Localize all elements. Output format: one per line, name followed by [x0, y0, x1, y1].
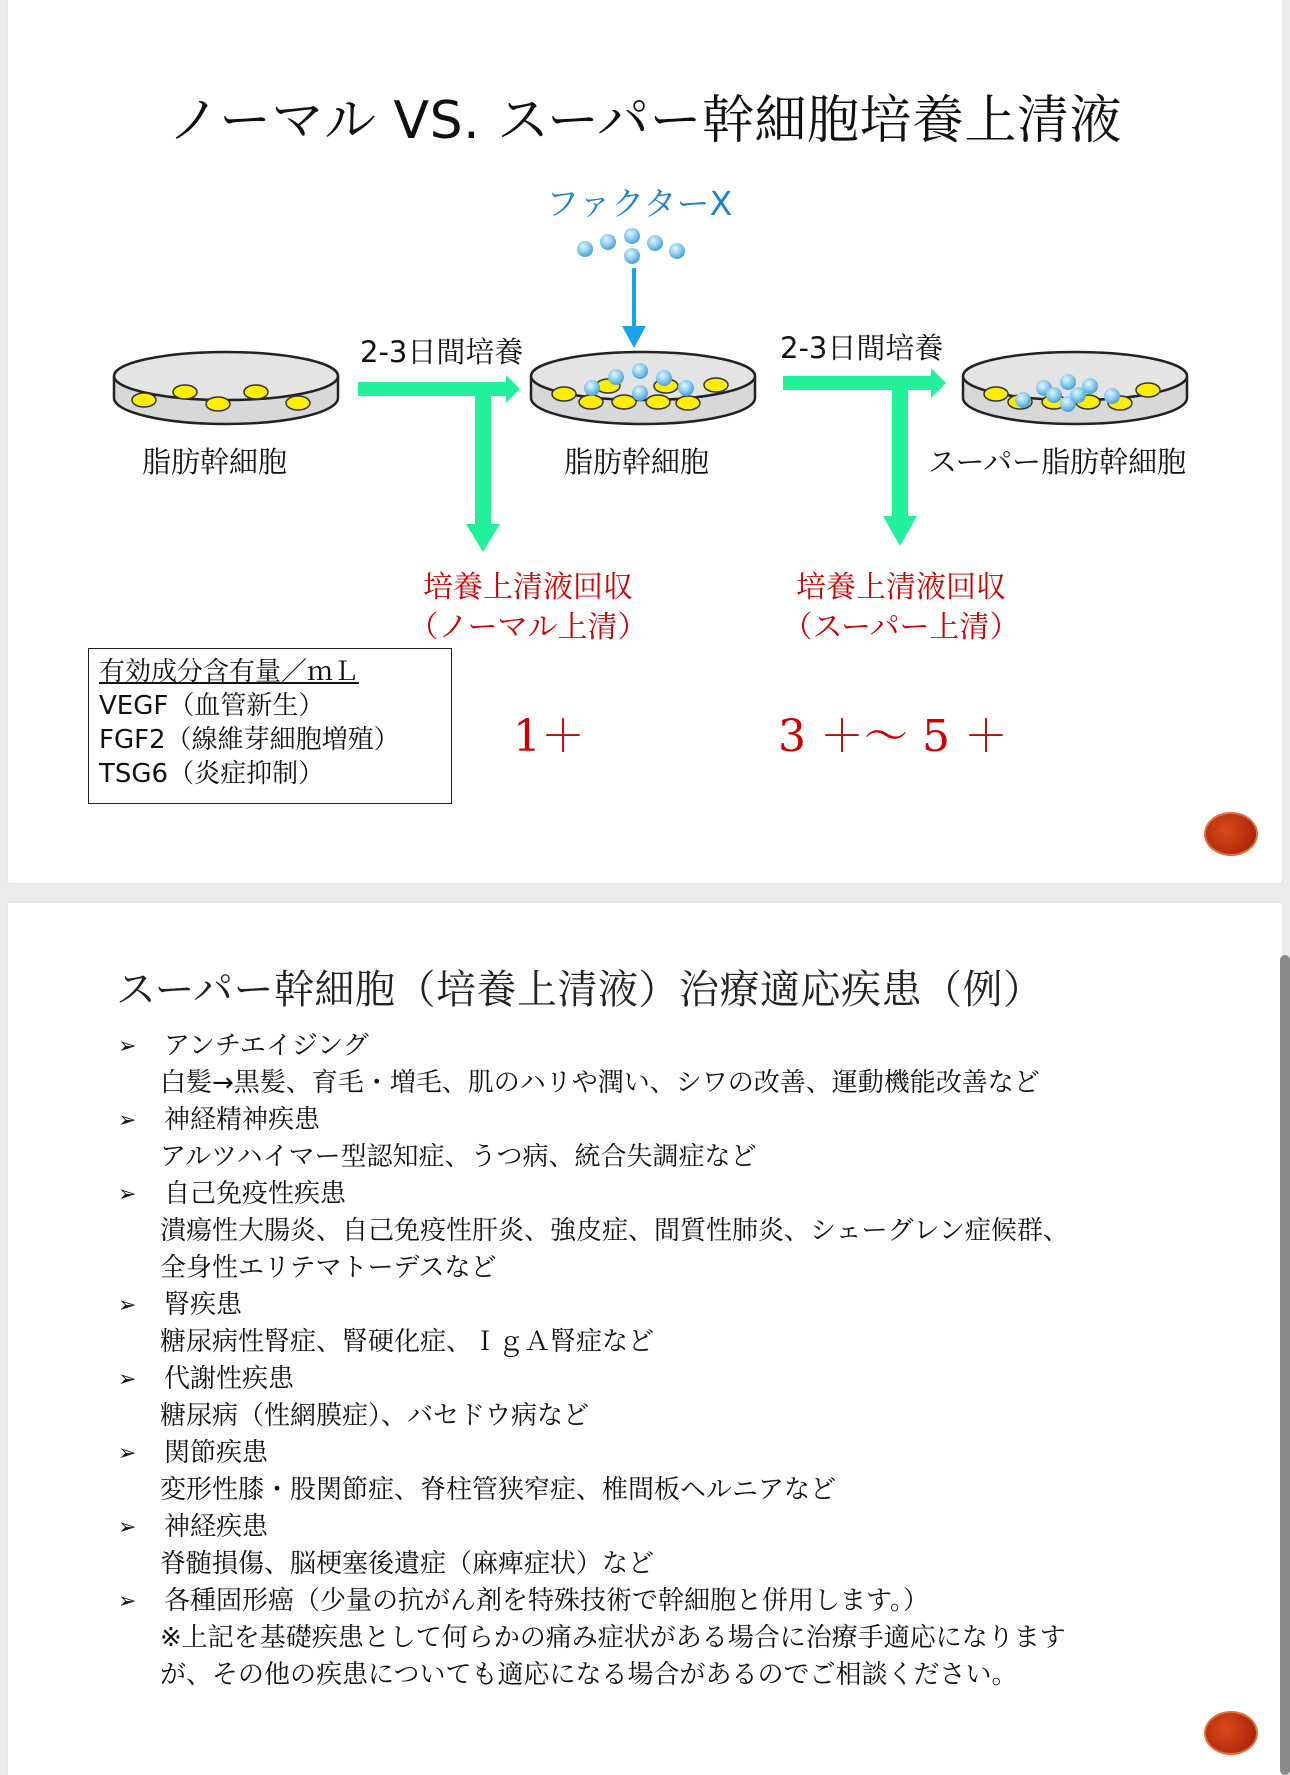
factor-x-label: ファクターX: [546, 184, 733, 223]
list-item: [118, 1435, 1198, 1509]
item-detail: 脊髄損傷、脳梗塞後遺症（麻痺症状）など: [160, 1549, 655, 1579]
list-item: [118, 1176, 1198, 1287]
item-head: 関節疾患: [164, 1438, 269, 1468]
item-detail: 変形性膝・股関節症、脊柱管狭窄症、椎間板ヘルニアなど: [160, 1475, 837, 1505]
collect-normal-label: 培養上清液回収 （ノーマル上清）: [408, 570, 648, 645]
item-detail: 潰瘍性大腸炎、自己免疫性肝炎、強皮症、間質性肺炎、シェーグレン症候群、 全身性エリテマトーデスなど: [160, 1216, 1069, 1283]
dish-label-1: 脂肪幹細胞: [142, 445, 288, 479]
list-item: [118, 1583, 1198, 1694]
bullet-arrow-icon: ➢: [118, 1182, 137, 1207]
page-scrollbar[interactable]: [1280, 955, 1290, 1775]
ingredient-row: VEGF（血管新生）: [99, 691, 325, 721]
slide2-title: スーパー幹細胞（培養上清液）治療適応疾患（例）: [116, 967, 1044, 1013]
item-detail: ※上記を基礎疾患として何らかの痛み症状がある場合に治療手適応になります が、その他の疾患についても適応になる場合があるのでご相談ください。: [160, 1623, 1066, 1690]
culture-period-label-2: 2-3日間培養: [780, 331, 944, 365]
factor-add-arrow: [622, 268, 646, 348]
item-detail: 白髪→黒髪、育毛・増毛、肌のハリや潤い、シワの改善、運動機能改善など: [160, 1068, 1040, 1098]
bullet-arrow-icon: ➢: [118, 1589, 137, 1614]
factor-x-cluster: [577, 228, 685, 264]
item-head: 神経精神疾患: [164, 1105, 321, 1135]
bullet-arrow-icon: ➢: [118, 1293, 137, 1318]
list-item: [118, 1102, 1198, 1176]
culture-arrow-1: [358, 375, 520, 552]
bullet-arrow-icon: ➢: [118, 1441, 137, 1466]
bullet-arrow-icon: ➢: [118, 1515, 137, 1540]
list-item: [118, 1287, 1198, 1361]
bullet-arrow-icon: ➢: [118, 1367, 137, 1392]
ingredient-box-header: 有効成分含有量／ｍＬ: [99, 657, 360, 687]
petri-dish-3: [963, 352, 1187, 424]
indication-list: [118, 1028, 1198, 1694]
list-item: [118, 1028, 1198, 1102]
bullet-arrow-icon: ➢: [118, 1034, 137, 1059]
slide-badge-icon: [1204, 812, 1258, 856]
petri-dish-1: [114, 352, 338, 424]
item-head: 神経疾患: [164, 1512, 269, 1542]
culture-arrow-2: [783, 368, 946, 546]
normal-value: 1＋: [513, 711, 585, 762]
item-detail: 糖尿病性腎症、腎硬化症、ＩｇＡ腎症など: [160, 1327, 655, 1357]
slide-indications: [8, 903, 1282, 1775]
slide-badge-icon: [1204, 1711, 1258, 1755]
item-head: 腎疾患: [164, 1290, 243, 1320]
list-item: [118, 1361, 1198, 1435]
list-item: [118, 1509, 1198, 1583]
item-head: アンチエイジング: [164, 1031, 369, 1061]
item-detail: 糖尿病（性網膜症）、バセドウ病など: [160, 1401, 590, 1431]
slide1-title: ノーマル VS. スーパー幹細胞培養上清液: [168, 91, 1122, 151]
item-head: 各種固形癌（少量の抗がん剤を特殊技術で幹細胞と併用します。）: [164, 1586, 929, 1616]
item-head: 自己免疫性疾患: [164, 1179, 347, 1209]
super-value: 3 ＋～ 5 ＋: [778, 711, 1008, 762]
slide-normal-vs-super: [8, 0, 1282, 883]
ingredient-box: [88, 648, 452, 804]
ingredient-row: FGF2（線維芽細胞増殖）: [99, 725, 400, 755]
item-detail: アルツハイマー型認知症、うつ病、統合失調症など: [160, 1142, 757, 1172]
bullet-arrow-icon: ➢: [118, 1108, 137, 1133]
dish-label-3: スーパー脂肪幹細胞: [928, 445, 1187, 479]
culture-period-label-1: 2-3日間培養: [360, 335, 524, 369]
dish-label-2: 脂肪幹細胞: [564, 445, 710, 479]
item-head: 代謝性疾患: [164, 1364, 295, 1394]
collect-super-label: 培養上清液回収 （スーパー上清）: [782, 570, 1020, 645]
ingredient-row: TSG6（炎症抑制）: [99, 759, 325, 789]
petri-dish-2: [531, 352, 755, 424]
